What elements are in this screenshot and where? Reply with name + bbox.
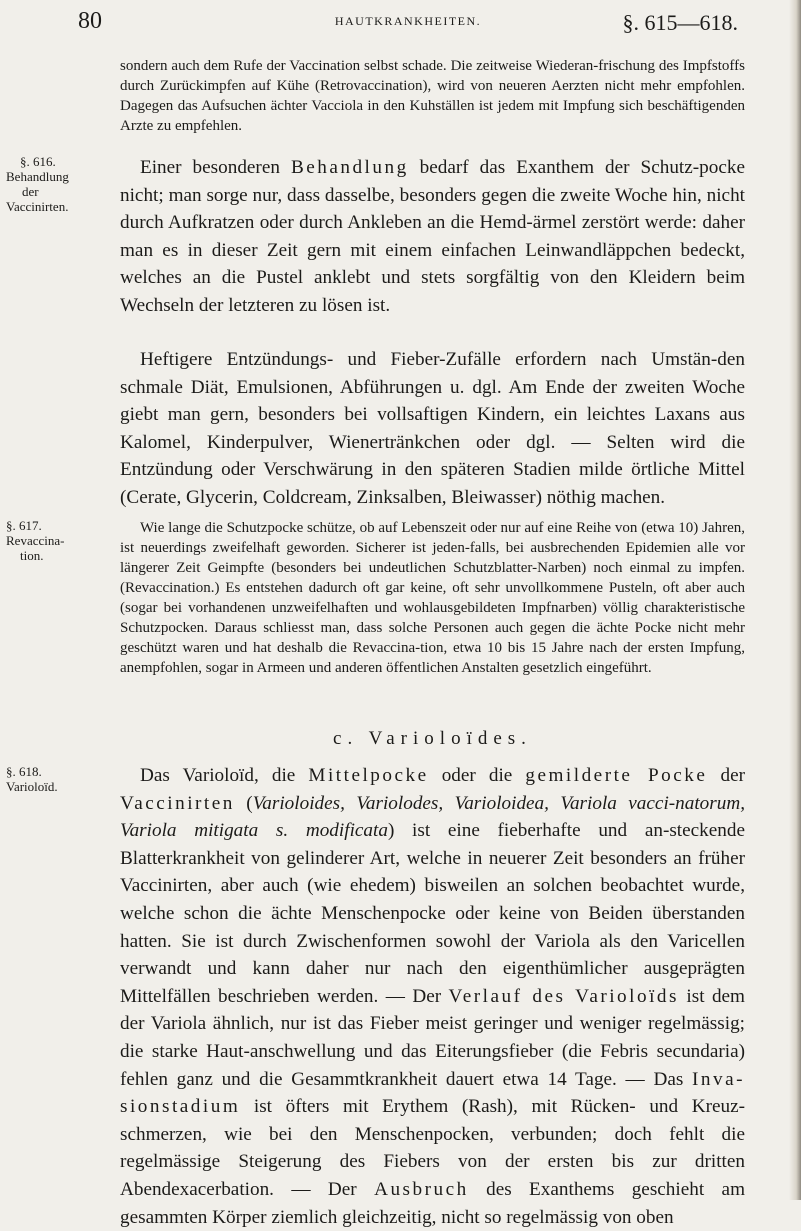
p618-text-k: ist dem der Variola ähnlich, nur ist das Fieber meist geringer und weniger regelmässig; die starke Haut-anschwellung und das Eiterungsfieber (die Febris secundaria) fehlen ganz und die Gesammtkrankheit dauert etwa 14 Tage. — Das xyxy=(120,985,745,1090)
p616-text-c: bedarf das Exanthem der Schutz-pocke nicht; man sorge nur, dass dasselbe, besonders gegen die zweite Woche hin, nicht durch Aufkratzen oder durch Ankleben an die Hemd-ärmel zerstört werde: daher man es in dieser Zeit gern mit einem einfachen Leinwandläppchen bedeckt, welches an die Pustel anklebt und stets sorgfältig von den Kleidern beim Wechseln der letzteren zu lösen ist. xyxy=(120,157,745,316)
p618-text-a: Das Varioloïd, die xyxy=(140,765,309,786)
p618-term-gemilderte-pocke: gemilderte Pocke xyxy=(525,765,708,786)
margin-note-616-number: §. 616. xyxy=(20,154,56,169)
margin-note-617-line1: Revaccina- xyxy=(6,533,65,548)
p618-text-o: des Exanthems geschieht am gesammten Körper ziemlich gleichzeitig, nicht so regelmässig von oben xyxy=(120,1178,745,1228)
margin-note-616-line1: Behandlung xyxy=(6,169,69,184)
page-header xyxy=(78,8,738,42)
p618-latin-synonyms: Varioloides, Variolodes, Varioloidea, Variola vacci-natorum, Variola mitigata s. modificata xyxy=(120,792,745,842)
p616-text-a: Einer besonderen xyxy=(140,157,291,178)
section-range: §. 615—618. xyxy=(622,10,738,35)
paragraph-615-continuation: sondern auch dem Rufe der Vaccination selbst schade. Die zeitweise Wiederan-frischung des Impfstoffs durch Zurückimpfen auf Kühe (Retrovaccination), wird von neueren Aerzten nicht mehr empfohlen. Dagegen das Aufsuchen ächter Vacciola in den Kuhställen ist jedem mit Impfung sich beschäftigenden Arzte zu empfehlen. xyxy=(120,58,745,134)
margin-note-618 xyxy=(6,764,116,794)
margin-note-616 xyxy=(6,154,116,214)
p618-text-m: ist öfters mit Erythem (Rash), mit Rücken- und Kreuz-schmerzen, wie bei den Menschenpocken, verbunden; doch fehlt die regelmässige Steigerung des Fiebers von der ersten bis zur dritten Abendexacerbation. — Der xyxy=(120,1096,745,1200)
margin-note-617-number: §. 617. xyxy=(6,518,42,533)
margin-note-618-line1: Varioloïd. xyxy=(6,779,58,794)
section-c-heading: c. Varioloïdes. xyxy=(333,728,532,749)
p618-term-vaccinirten: Vaccinirten xyxy=(120,792,235,814)
p616-term-behandlung: Behandlung xyxy=(290,157,409,178)
p618-term-mittelpocke: Mittelpocke xyxy=(308,765,429,786)
p618-term-ausbruch: Ausbruch xyxy=(374,1178,469,1200)
paragraph-617: Wie lange die Schutzpocke schütze, ob auf Lebenszeit oder nur auf eine Reihe von (etwa 10) Jahren, ist neuerdings zweifelhaft geworden. Sicherer ist jeden-falls, bei ausbrechenden Epidemien alle vor längerer Zeit Geimpfte (besonders bei undeutlichen Schutzblatter-Narben) noch einmal zu impfen. (Revaccination.) Es entstehen dadurch oft gar keine, oft sehr unvollkommene Pusteln, oft aber auch (sogar bei vorhandenen unzweifelhaften und wohlausgebildeten Impfnarben) völlig charakteristische Schutzpocken. Daraus schliesst man, dass solche Personen auch gegen die ächte Pocke nicht mehr geschützt waren und hat deshalb die Revaccina-tion, etwa 10 bis 15 Jahre nach der ersten Impfung, anempfohlen, sogar in Armeen und anderen öffentlichen Anstalten gesetzlich eingeführt. xyxy=(120,520,745,676)
p618-text-c: oder die xyxy=(428,765,526,786)
page-number: 80 xyxy=(78,8,102,34)
margin-note-617 xyxy=(6,518,116,563)
margin-note-616-line3: Vaccinirten. xyxy=(6,199,69,214)
p618-text-e: der xyxy=(707,765,746,786)
margin-note-617-line2: tion. xyxy=(20,548,44,563)
p618-text-g: ( xyxy=(234,792,253,814)
running-head: HAUTKRANKHEITEN. xyxy=(334,14,482,28)
p618-term-verlauf: Verlauf des Varioloïds xyxy=(448,985,679,1007)
margin-note-618-number: §. 618. xyxy=(6,764,42,779)
margin-note-616-line2: der xyxy=(22,184,39,199)
p618-text-i: ) ist eine fieberhafte und an-steckende Blatterkrankheit von gelinderer Art, welche in neuerer Zeit besonders an früher Vaccinirten, aber auch (wie ehedem) bisweilen an solchen beobachtet wurde, welche schon die ächte Menschenpocke oder keine von Beiden überstanden hatten. Sie ist durch Zwischenformen sowohl der Variola als den Varicellen verwandt und kann daher nur nach den eigenthümlicher ausgeprägten Mittelfällen beschrieben werden. — Der xyxy=(120,820,745,1007)
paragraph-616 xyxy=(120,154,745,320)
p618-term-invasionstadium: Inva-sionstadium xyxy=(120,1068,745,1118)
page-spine-shadow xyxy=(789,0,801,1200)
paragraph-616-fever: Heftigere Entzündungs- und Fieber-Zufälle erfordern nach Umstän-den schmale Diät, Emulsionen, Abführungen u. dgl. Am Ende der zweiten Woche giebt man gern, besonders bei vollsaftigen Kindern, ein leichtes Laxans aus Kalomel, Kinderpulver, Wienertränkchen oder dgl. — Selten wird die Entzündung oder Verschwärung in den späteren Stadien milde örtliche Mittel (Cerate, Glycerin, Coldcream, Zinksalben, Bleiwasser) nöthig machen. xyxy=(120,349,745,508)
paragraph-618 xyxy=(120,762,745,1231)
